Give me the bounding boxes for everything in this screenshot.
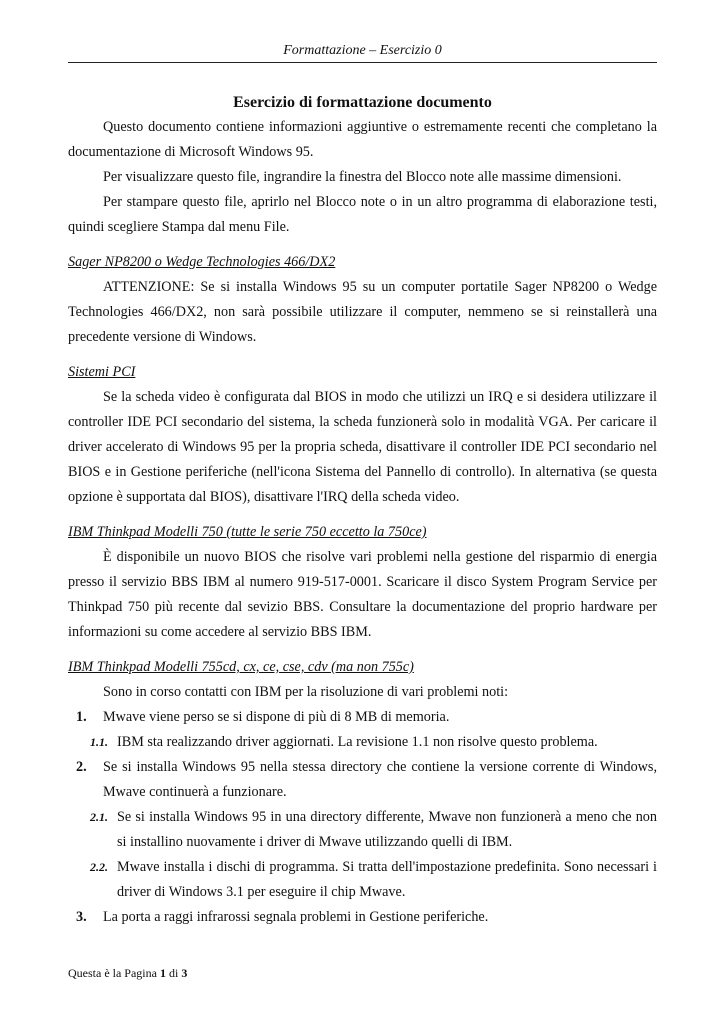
list-text: La porta a raggi infrarossi segnala problemi in Gestione periferiche. <box>103 909 489 925</box>
document-body <box>68 90 657 930</box>
footer-page-number: 1 <box>159 966 166 980</box>
list-text: Mwave installa i dischi di programma. Si tratta dell'impostazione predefinita. Sono necessari i driver di Windows 3.1 per eseguire il chip Mwave. <box>117 859 657 900</box>
list-number: 1. <box>76 709 87 725</box>
page-footer <box>68 966 187 981</box>
section-paragraph: Sono in corso contatti con IBM per la risoluzione di vari problemi noti: <box>103 684 509 700</box>
section-heading: IBM Thinkpad Modelli 750 (tutte le serie 750 eccetto la 750ce) <box>68 524 427 540</box>
list-number: 2.1. <box>90 810 108 824</box>
list-text: Se si installa Windows 95 nella stessa directory che contiene la versione corrente di Windows, Mwave continuerà a funzionare. <box>103 759 657 800</box>
page-header: Formattazione – Esercizio 0 <box>283 43 442 58</box>
footer-prefix: Questa è la Pagina <box>68 966 157 980</box>
section-paragraph: È disponibile un nuovo BIOS che risolve vari problemi nella gestione del risparmio di energia presso il servizio BBS IBM al numero 919-517-0001. Scaricare il disco System Program Service per Thinkpad 750 più recente dal sevizio BBS. Consultare la documentazione del proprio hardware per informazioni su come accedere al servizio BBS IBM. <box>68 549 657 640</box>
section-paragraph: ATTENZIONE: Se si installa Windows 95 su un computer portatile Sager NP8200 o Wedge Technologies 466/DX2, non sarà possibile utilizzare il computer, nemmeno se si reinstallerà una precedente versione di Windows. <box>68 279 657 345</box>
section-heading: Sistemi PCI <box>68 364 136 380</box>
document-title: Esercizio di formattazione documento <box>233 94 492 111</box>
list-number: 2.2. <box>90 860 108 874</box>
list-number: 1.1. <box>90 735 108 749</box>
footer-page-total: 3 <box>181 966 188 980</box>
list-subitem <box>68 855 657 905</box>
section-paragraph: Se la scheda video è configurata dal BIOS in modo che utilizzi un IRQ e si desidera utilizzare il controller IDE PCI secondario del sistema, la scheda funzionerà solo in modalità VGA. Per caricare il driver accelerato di Windows 95 per la propria scheda, disattivare il controller IDE PCI secondario nel BIOS e in Gestione periferiche (nell'icona Sistema del Pannello di controllo). In alternativa (se questa opzione è supportata dal BIOS), disattivare l'IRQ della scheda video. <box>68 389 657 505</box>
section-heading: IBM Thinkpad Modelli 755cd, cx, ce, cse, cdv (ma non 755c) <box>68 659 414 675</box>
intro-paragraph: Per stampare questo file, aprirlo nel Blocco note o in un altro programma di elaborazione testi, quindi scegliere Stampa dal menu File. <box>68 194 657 235</box>
list-subitem <box>68 730 657 755</box>
list-item <box>68 705 657 730</box>
list-subitem <box>68 805 657 855</box>
list-text: Se si installa Windows 95 in una directory differente, Mwave non funzionerà a meno che non si installino nuovamente i driver di Mwave utilizzando quelli di IBM. <box>117 809 657 850</box>
list-text: IBM sta realizzando driver aggiornati. La revisione 1.1 non risolve questo problema. <box>117 734 598 750</box>
intro-paragraph: Questo documento contiene informazioni aggiuntive o estremamente recenti che completano la documentazione di Microsoft Windows 95. <box>68 119 657 160</box>
list-text: Mwave viene perso se si dispone di più di 8 MB di memoria. <box>103 709 450 725</box>
list-number: 2. <box>76 759 87 775</box>
list-item <box>68 905 657 930</box>
section-heading: Sager NP8200 o Wedge Technologies 466/DX2 <box>68 254 336 270</box>
list-item <box>68 755 657 805</box>
document-page <box>68 0 657 1024</box>
intro-paragraph: Per visualizzare questo file, ingrandire la finestra del Blocco note alle massime dimensioni. <box>103 169 622 185</box>
list-number: 3. <box>76 909 87 925</box>
footer-of: di <box>168 966 179 980</box>
header-divider <box>68 62 657 63</box>
